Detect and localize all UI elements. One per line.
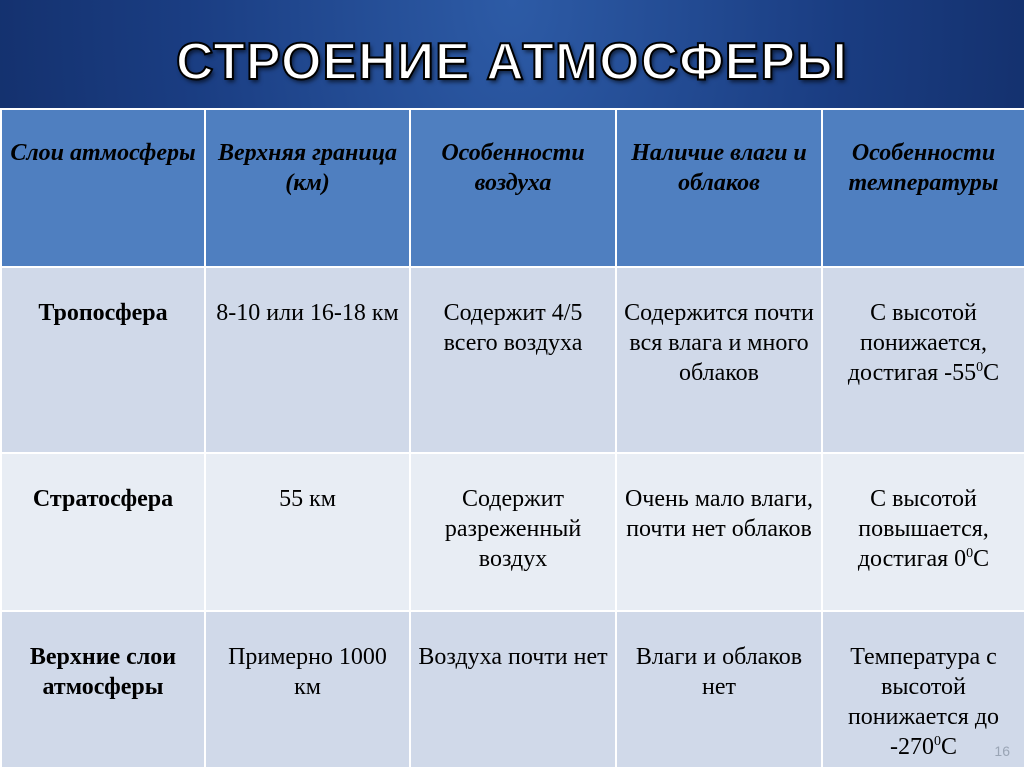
cell-layer: Верхние слои атмосферы [1,611,205,767]
degree-superscript: 0 [976,360,984,375]
cell-layer: Стратосфера [1,453,205,611]
cell-air: Содержит 4/5 всего воздуха [410,267,616,453]
temperature-text: С высотой повышается, достигая 0 [857,486,989,572]
cell-layer: Тропосфера [1,267,205,453]
table-row [1,611,1024,767]
header-temperature-features: Особенности температуры [822,109,1024,267]
temperature-unit: С [983,360,1000,386]
cell-moisture: Очень мало влаги, почти нет облаков [616,453,822,611]
page-title: СТРОЕНИЕ АТМОСФЕРЫ [176,33,848,91]
header-layers: Слои атмосферы [1,109,205,267]
temperature-unit: С [973,546,990,572]
page-number: 16 [994,743,1010,759]
degree-superscript: 0 [933,734,941,749]
degree-superscript: 0 [966,546,974,561]
cell-boundary: 8-10 или 16-18 км [205,267,410,453]
table-row [1,267,1024,453]
header-upper-boundary: Верхняя граница (км) [205,109,410,267]
cell-moisture: Содержится почти вся влага и много облаков [616,267,822,453]
cell-air: Воздуха почти нет [410,611,616,767]
header-air-features: Особенности воздуха [410,109,616,267]
cell-boundary: Примерно 1000 км [205,611,410,767]
cell-temperature [822,453,1024,611]
temperature-text: Температура с высотой понижается до -270 [847,644,1000,760]
table-header-row [1,109,1024,267]
temperature-unit: С [940,734,957,760]
temperature-text: С высотой понижается, достигая -55 [847,300,987,386]
cell-air: Содержит разреженный воздух [410,453,616,611]
cell-boundary: 55 км [205,453,410,611]
cell-moisture: Влаги и облаков нет [616,611,822,767]
header-moisture-clouds: Наличие влаги и облаков [616,109,822,267]
atmosphere-table [0,108,1024,767]
cell-temperature [822,267,1024,453]
table-row [1,453,1024,611]
